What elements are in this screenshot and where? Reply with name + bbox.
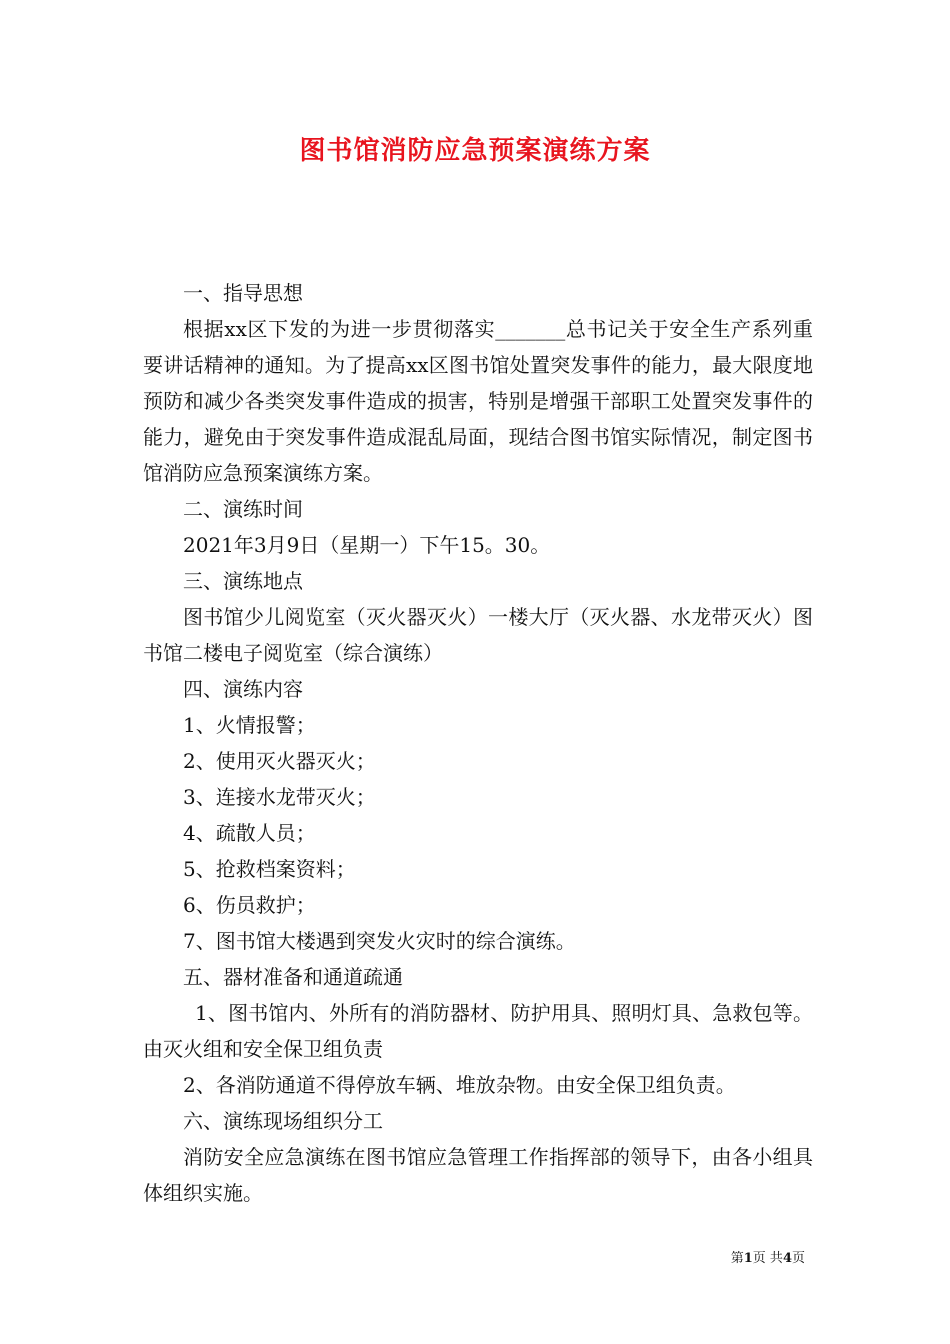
paragraph-guiding-idea: 根据xx区下发的为进一步贯彻落实_______总书记关于安全生产系列重要讲话精神的通知。为了提高xx区图书馆处置突发事件的能力，最大限度地预防和减少各类突发事件造成的损害，特别是增强干部职工处置突发事件的能力，避免由于突发事件造成混乱局面，现结合图书馆实际情况，制定图书馆消防应急预案演练方案。 [143, 317, 813, 485]
list-item: 2、使用灭火器灭火； [183, 749, 376, 773]
paragraph-drill-time: 2021年3月9日（星期一）下午15。30。 [183, 533, 551, 557]
section-heading-1: 一、指导思想 [183, 281, 303, 305]
footer-prefix: 第 [730, 1251, 744, 1266]
paragraph-equipment: 1、图书馆内、外所有的消防器材、防护用具、照明灯具、急救包等。由灭火组和安全保卫组负责 [143, 1001, 813, 1061]
section-heading-5: 五、器材准备和通道疏通 [183, 965, 403, 989]
list-item: 5、抢救档案资料； [183, 857, 356, 881]
paragraph-passages: 2、各消防通道不得停放车辆、堆放杂物。由安全保卫组负责。 [183, 1073, 736, 1097]
document-body [143, 275, 813, 1211]
section-heading-3: 三、演练地点 [183, 569, 303, 593]
paragraph-organization: 消防安全应急演练在图书馆应急管理工作指挥部的领导下，由各小组具体组织实施。 [143, 1145, 813, 1205]
list-item: 1、火情报警； [183, 713, 316, 737]
section-heading-2: 二、演练时间 [183, 497, 303, 521]
list-item: 4、疏散人员； [183, 821, 316, 845]
section-heading-4: 四、演练内容 [183, 677, 303, 701]
section-heading-6: 六、演练现场组织分工 [183, 1109, 383, 1133]
footer-current-page: 1 [743, 1251, 753, 1266]
paragraph-drill-location: 图书馆少儿阅览室（灭火器灭火）一楼大厅（灭火器、水龙带灭火）图书馆二楼电子阅览室（综合演练） [143, 605, 813, 665]
footer-suffix: 页 [791, 1251, 805, 1266]
footer-middle: 页 共 [752, 1251, 783, 1266]
page-number-footer [731, 1247, 805, 1266]
list-item: 3、连接水龙带灭火； [183, 785, 376, 809]
list-item: 7、图书馆大楼遇到突发火灾时的综合演练。 [183, 929, 576, 953]
footer-total-pages: 4 [782, 1251, 792, 1266]
document-title: 图书馆消防应急预案演练方案 [299, 136, 651, 166]
list-item: 6、伤员救护； [183, 893, 316, 917]
